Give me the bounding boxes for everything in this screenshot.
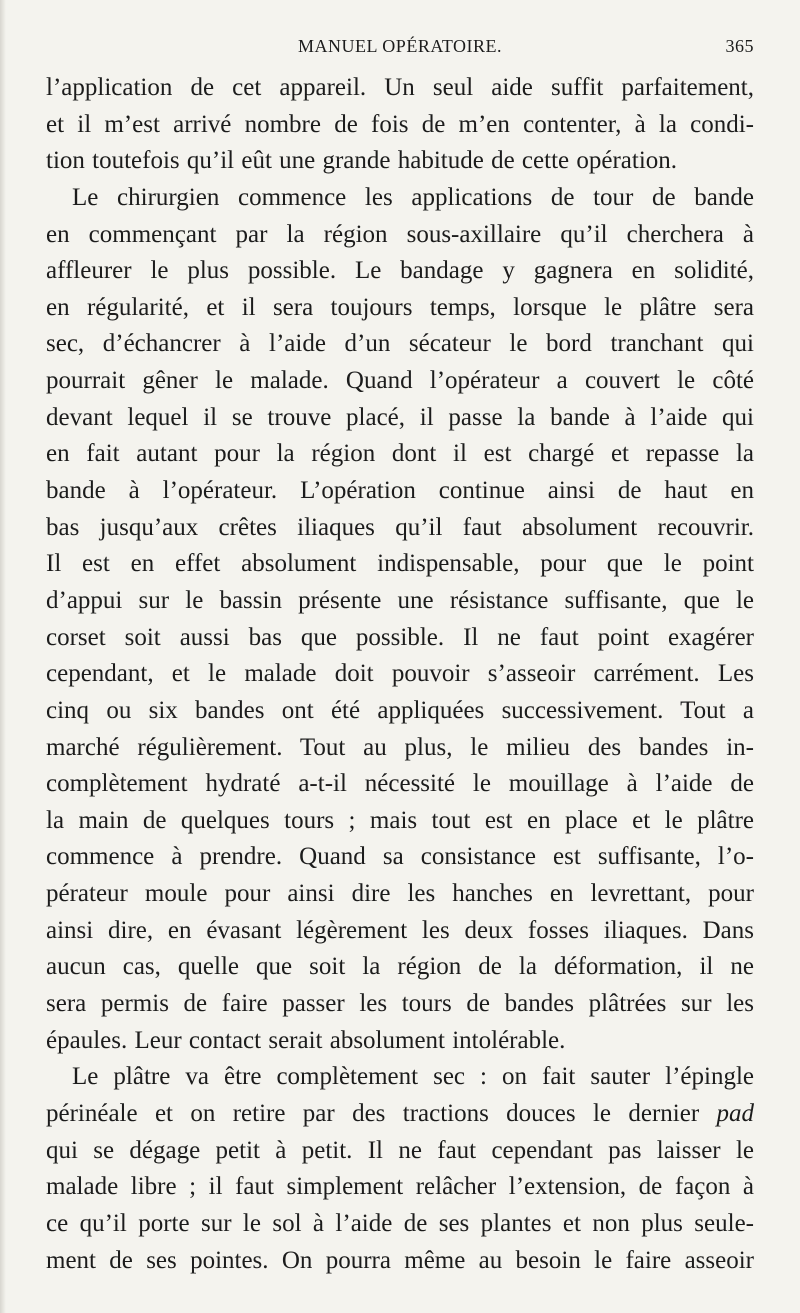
- text-line: l’application de cet appareil. Un seul aide suffit parfaitement,: [46, 74, 754, 101]
- text-line: aucun cas, quelle que soit la région de la déformation, il ne: [46, 953, 754, 981]
- body-text: [46, 70, 754, 1279]
- text-line: d’appui sur le bassin présente une résistance suffisante, que le: [46, 586, 754, 614]
- text-line: cinq ou six bandes ont été appliquées successivement. Tout a: [46, 696, 754, 724]
- text-line: en fait autant pour la région dont il est chargé et repasse la: [46, 440, 754, 468]
- text-line: tion toutefois qu’il eût une grande habitude de cette opération.: [46, 147, 678, 175]
- running-title: MANUEL OPÉRATOIRE.: [297, 36, 502, 56]
- page-edge-shadow: [0, 0, 6, 1313]
- text-line: Il est en effet absolument indispensable, pour que le point: [46, 550, 754, 578]
- page-number: 365: [725, 36, 754, 56]
- text-line: bas jusqu’aux crêtes iliaques qu’il faut absolument recouvrir.: [46, 513, 754, 541]
- text-line: affleurer le plus possible. Le bandage y gagnera en solidité,: [46, 257, 754, 285]
- text-line: Le chirurgien commence les applications de tour de bande: [72, 183, 754, 211]
- text-line: complètement hydraté a-t-il nécessité le mouillage à l’aide de: [46, 770, 754, 798]
- text-line: et il m’est arrivé nombre de fois de m’en contenter, à la condi-: [46, 110, 754, 138]
- text-line: corset soit aussi bas que possible. Il ne faut point exagérer: [46, 623, 754, 651]
- text-line: ment de ses pointes. On pourra même au besoin le faire asseoir: [46, 1246, 754, 1274]
- text-line: commence à prendre. Quand sa consistance est suffisante, l’o-: [46, 843, 754, 871]
- text-line: pourrait gêner le malade. Quand l’opérateur a couvert le côté: [46, 367, 754, 395]
- text-line: en commençant par la région sous-axillaire qu’il cherchera à: [46, 220, 754, 248]
- text-line: pérateur moule pour ainsi dire les hanches en levrettant, pour: [46, 880, 754, 908]
- text-line: sera permis de faire passer les tours de bandes plâtrées sur les: [46, 990, 754, 1018]
- text-line: marché régulièrement. Tout au plus, le milieu des bandes in-: [46, 733, 754, 761]
- running-header: [46, 36, 754, 58]
- text-line: qui se dégage petit à petit. Il ne faut cependant pas laisser le: [46, 1136, 754, 1164]
- text-line: Le plâtre va être complètement sec : on fait sauter l’épingle: [72, 1063, 754, 1091]
- text-line: devant lequel il se trouve placé, il passe la bande à l’aide qui: [46, 403, 754, 431]
- text-line: ainsi dire, en évasant légèrement les deux fosses iliaques. Dans: [46, 916, 754, 944]
- text-line: périnéale et on retire par des tractions douces le dernier pad: [46, 1099, 754, 1127]
- text-line: malade libre ; il faut simplement relâcher l’extension, de façon à: [46, 1173, 754, 1201]
- text-line: épaules. Leur contact serait absolument intolérable.: [46, 1026, 566, 1054]
- text-line: la main de quelques tours ; mais tout est en place et le plâtre: [46, 806, 754, 834]
- text-line: en régularité, et il sera toujours temps, lorsque le plâtre sera: [46, 293, 754, 321]
- text-line: cependant, et le malade doit pouvoir s’asseoir carrément. Les: [46, 660, 754, 688]
- text-line: ce qu’il porte sur le sol à l’aide de ses plantes et non plus seule-: [46, 1209, 754, 1237]
- text-line: bande à l’opérateur. L’opération continue ainsi de haut en: [46, 477, 754, 505]
- text-line: sec, d’échancrer à l’aide d’un sécateur le bord tranchant qui: [46, 330, 754, 358]
